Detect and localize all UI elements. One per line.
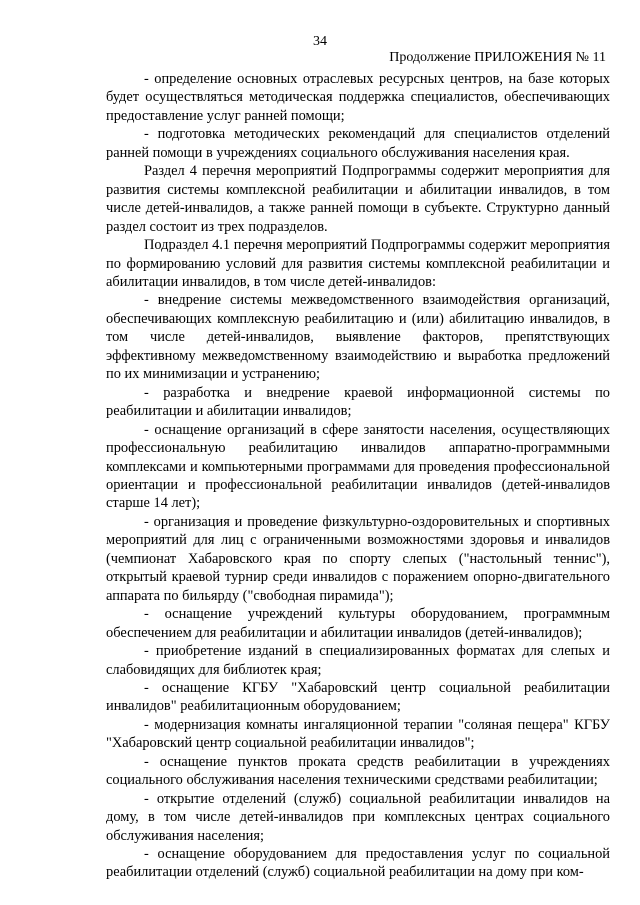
paragraph: - оснащение пунктов проката средств реабилитации в учреждениях социального обслуживания населения техническими средствами реабилитации; bbox=[106, 753, 610, 789]
appendix-continuation-label: Продолжение ПРИЛОЖЕНИЯ № 11 bbox=[389, 50, 606, 65]
paragraph: - оснащение КГБУ "Хабаровский центр социальной реабилитации инвалидов" реабилитационным оборудованием; bbox=[106, 679, 610, 715]
paragraph: - модернизация комнаты ингаляционной терапии "соляная пещера" КГБУ "Хабаровский центр социальной реабилитации инвалидов"; bbox=[106, 716, 610, 752]
paragraph: - оснащение организаций в сфере занятости населения, осуществляющих профессиональную реабилитацию инвалидов аппаратно-программными комплексами и компьютерными программами для проведения профессиональной ориентации и профессиональной реабилитации инвалидов (детей-инвалидов старше 14 лет); bbox=[106, 421, 610, 512]
paragraph: - оснащение учреждений культуры оборудованием, программным обеспечением для реабилитации и абилитации инвалидов (детей-инвалидов); bbox=[106, 606, 610, 641]
paragraph: - определение основных отраслевых ресурсных центров, на базе которых будет осуществляться методическая поддержка специалистов, обеспечивающих предоставление услуг ранней помощи; bbox=[106, 71, 610, 124]
paragraph: - организация и проведение физкультурно-оздоровительных и спортивных мероприятий для лиц с ограниченными возможностями здоровья и инвалидов (чемпионат Хабаровского края по спорту слепых ("настольный теннис"), открытый краевой турнир среди инвалидов с поражением опорно-двигательного аппарата по бильярду ("свободная пирамида"); bbox=[106, 513, 610, 604]
page-number: 34 bbox=[313, 34, 327, 49]
paragraph: - оснащение оборудованием для предоставления услуг по социальной реабилитации отделений (служб) социальной реабилитации на дому при ком- bbox=[106, 846, 610, 881]
paragraph: - разработка и внедрение краевой информационной системы по реабилитации и абилитации инвалидов; bbox=[106, 384, 610, 420]
paragraph: - подготовка методических рекомендаций для специалистов отделений ранней помощи в учреждениях социального обслуживания населения края. bbox=[106, 126, 610, 161]
paragraph: Раздел 4 перечня мероприятий Подпрограммы содержит мероприятия для развития системы комплексной реабилитации и абилитации инвалидов, в том числе детей-инвалидов, а также ранней помощи в субъекте. Структурно данный раздел состоит из трех подразделов. bbox=[106, 163, 610, 235]
document-body bbox=[106, 70, 610, 882]
paragraph: - открытие отделений (служб) социальной реабилитации инвалидов на дому, в том числе детей-инвалидов при комплексных центрах социального обслуживания населения; bbox=[106, 790, 610, 844]
paragraph: - приобретение изданий в специализированных форматах для слепых и слабовидящих для библиотек края; bbox=[106, 643, 610, 678]
paragraph: Подраздел 4.1 перечня мероприятий Подпрограммы содержит мероприятия по формированию условий для развития системы комплексной реабилитации и абилитации инвалидов, в том числе детей-инвалидов: bbox=[106, 237, 610, 290]
paragraph: - внедрение системы межведомственного взаимодействия организаций, обеспечивающих комплексную реабилитацию и (или) абилитацию инвалидов, в том числе детей-инвалидов, выявление факторов, препятствующих эффективному межведомственному взаимодействию и выработка предложений по их минимизации и устранению; bbox=[106, 292, 610, 383]
